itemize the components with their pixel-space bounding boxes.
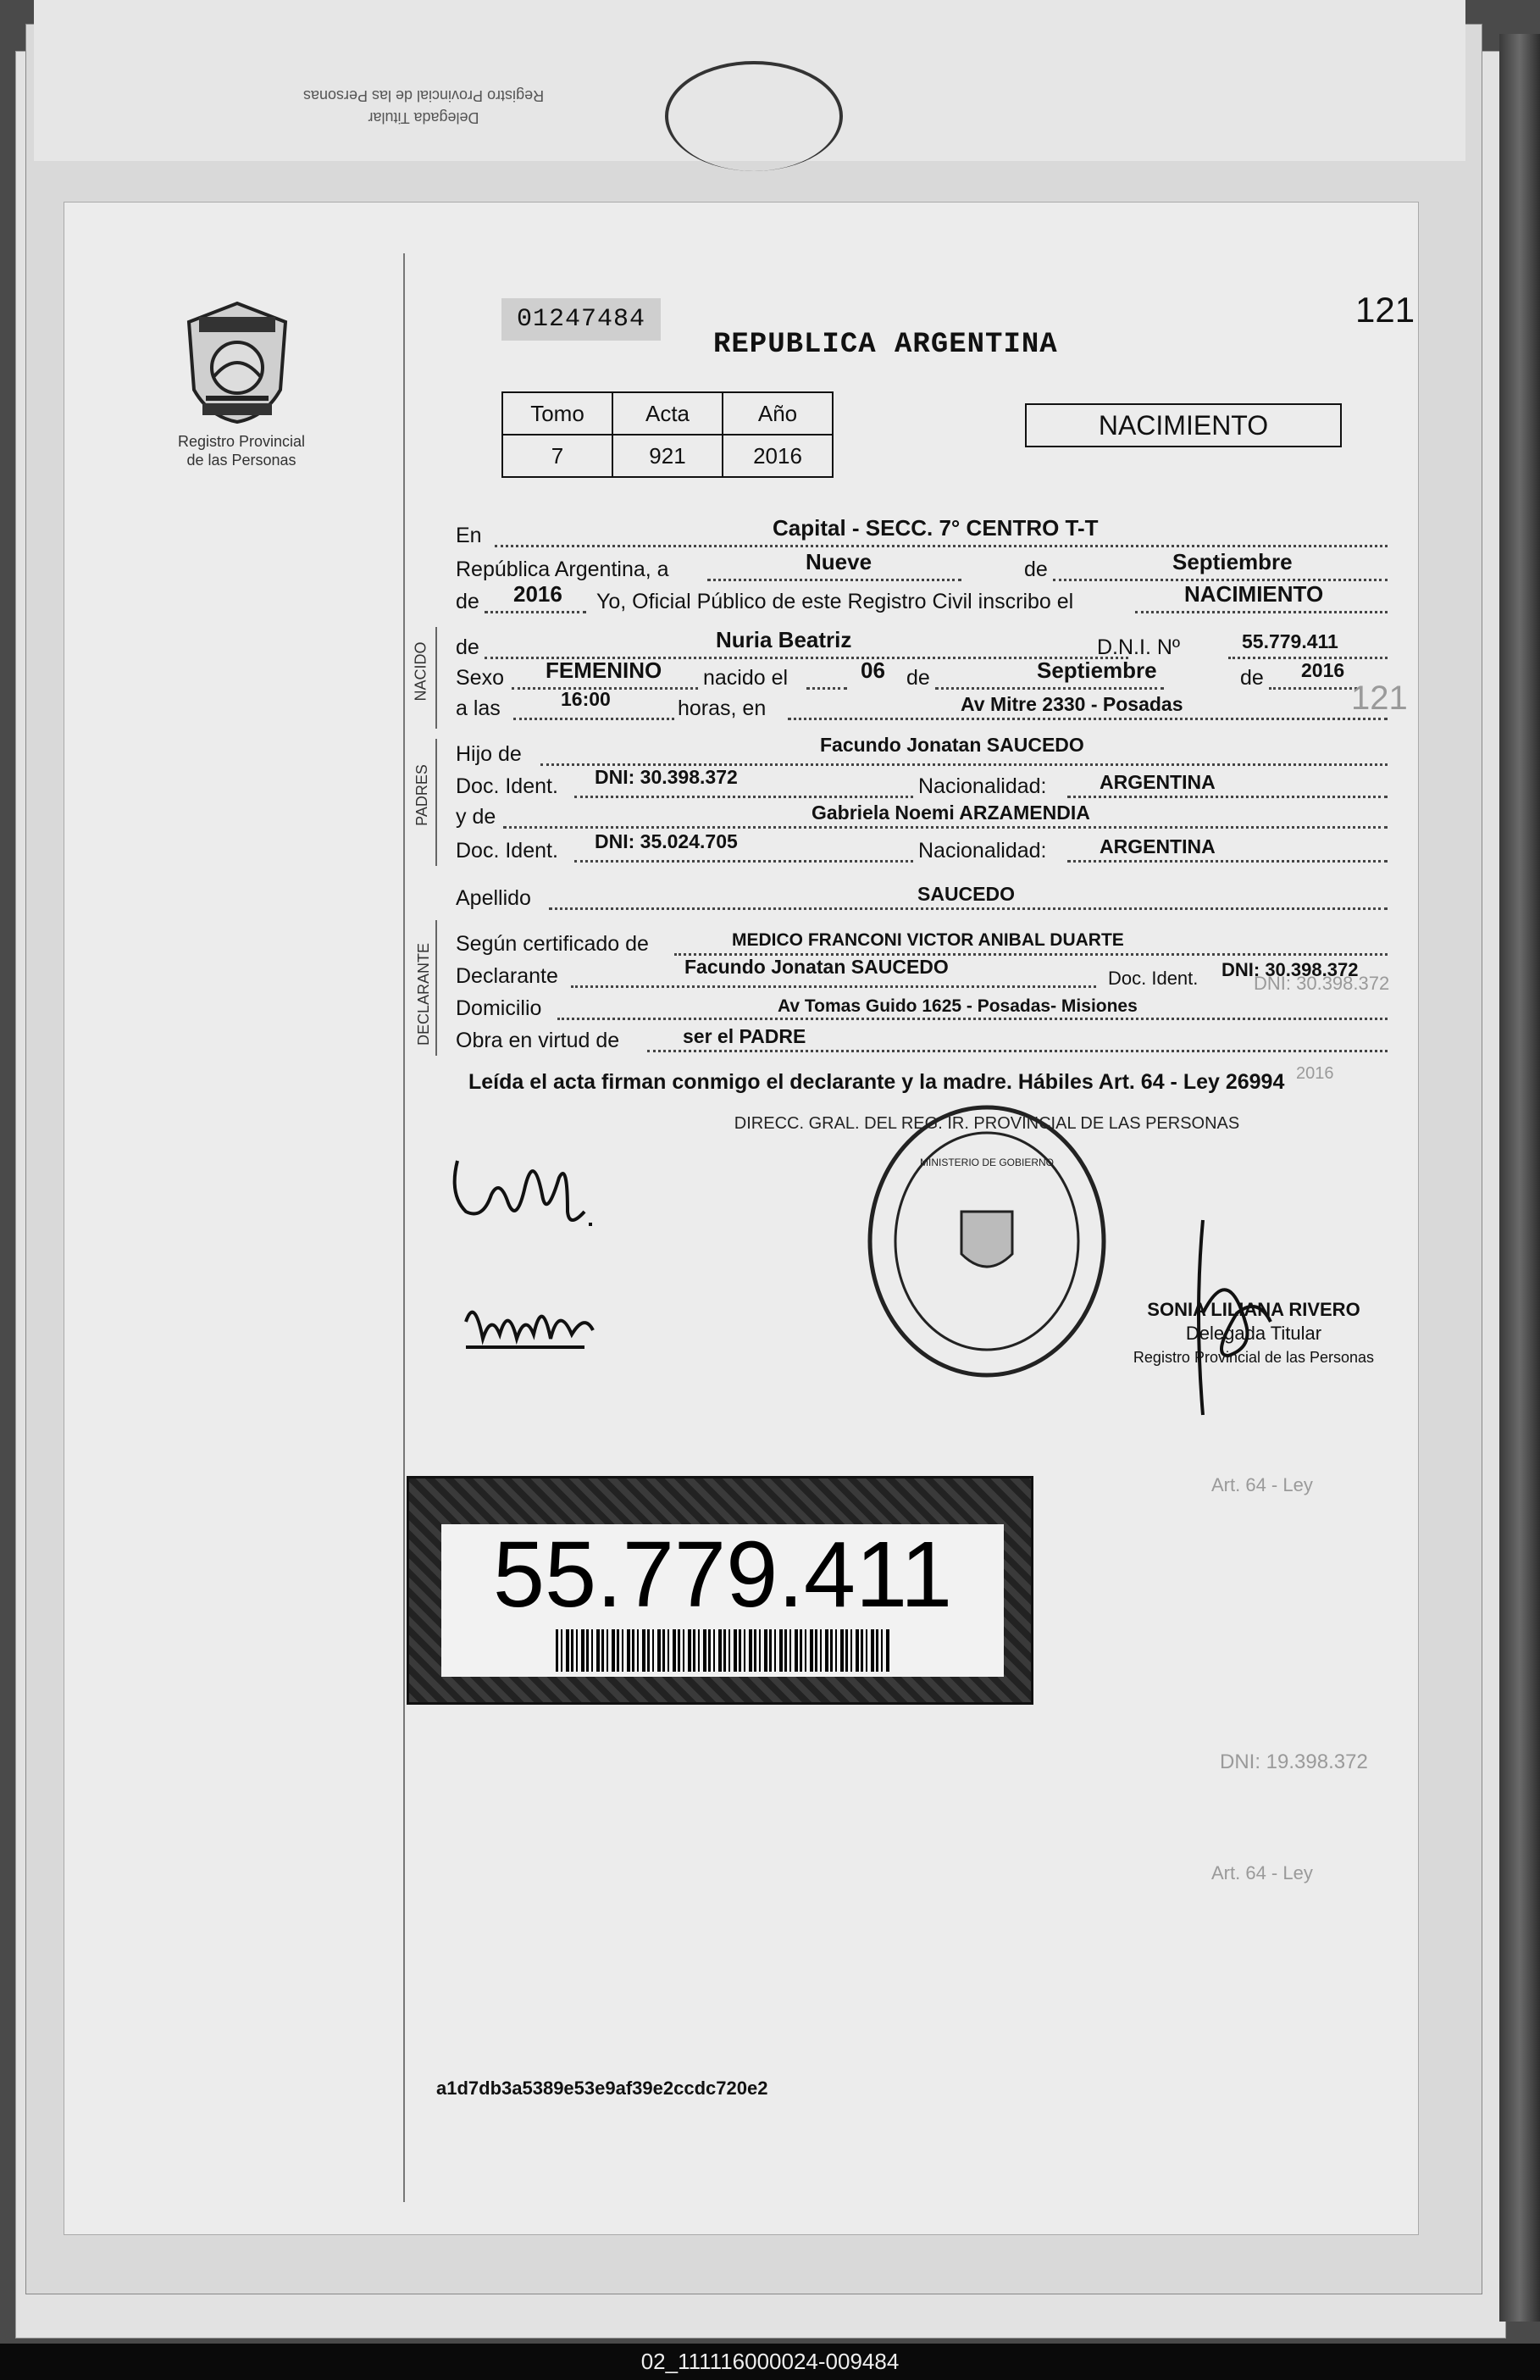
value-padre: Facundo Jonatan SAUCEDO <box>820 734 1084 756</box>
seal-inner-text: MINISTERIO DE GOBIERNO <box>919 1157 1055 1168</box>
side-label-padres: PADRES <box>413 764 430 826</box>
ghost-text-dni-2: DNI: 19.398.372 <box>1220 1750 1368 1773</box>
row-doc-madre <box>456 830 1388 864</box>
value-hora: 16:00 <box>561 688 611 710</box>
value-mes: Septiembre <box>1172 549 1293 574</box>
dotted-line <box>707 579 961 581</box>
label-apellido: Apellido <box>456 886 531 910</box>
label-nacionalidad-padre: Nacionalidad: <box>918 774 1047 798</box>
value-mes-nac: Septiembre <box>1037 657 1157 683</box>
registrar-name: SONIA LILIANA RIVERO <box>1147 1299 1360 1320</box>
ghost-text-year: 2016 <box>1296 1064 1334 1083</box>
label-de-ano-nac: de <box>1240 666 1264 690</box>
dotted-line <box>1067 796 1388 798</box>
row-nombre <box>456 627 1388 661</box>
crest-caption-line-2: de las Personas <box>186 452 296 469</box>
value-apellido: SAUCEDO <box>917 883 1016 905</box>
previous-page-stamp <box>665 61 843 171</box>
side-label-nacido: NACIDO <box>412 641 429 702</box>
register-value-acta: 921 <box>612 435 723 477</box>
page-number: 121 <box>1355 290 1415 330</box>
label-nacido-el: nacido el <box>703 666 789 690</box>
label-de-ano: de <box>456 590 479 613</box>
dni-sticker <box>407 1476 1033 1705</box>
value-lugar: Capital - SECC. 7° CENTRO T-T <box>773 515 1099 541</box>
label-a-las: a las <box>456 696 501 720</box>
label-en: En <box>456 524 482 547</box>
value-nac-padre: ARGENTINA <box>1100 771 1216 793</box>
dotted-line <box>571 985 1096 988</box>
value-madre: Gabriela Noemi ARZAMENDIA <box>812 802 1090 824</box>
value-dni: 55.779.411 <box>1242 630 1338 652</box>
dotted-line <box>495 545 1388 547</box>
value-doc-padre: DNI: 30.398.372 <box>595 766 738 788</box>
row-inscripcion <box>456 581 1388 615</box>
dotted-line <box>485 611 586 613</box>
closing-statement: Leída el acta firman conmigo el declarante y la madre. Hábiles Art. 64 - Ley 26994 <box>468 1070 1285 1094</box>
barcode-icon <box>556 1629 890 1672</box>
row-madre <box>456 800 1388 830</box>
register-value-tomo: 7 <box>502 435 612 477</box>
value-sexo: FEMENINO <box>546 657 662 683</box>
registrar-office: Registro Provincial de las Personas <box>1133 1349 1375 1366</box>
section-line-padres <box>435 739 437 866</box>
label-doc-ident-padre: Doc. Ident. <box>456 774 558 798</box>
label-de: de <box>1024 558 1048 581</box>
previous-page-office: Registro Provincial de las Personas <box>302 87 545 104</box>
official-seal-icon <box>734 1101 1240 1381</box>
dotted-line <box>503 826 1388 829</box>
register-table <box>501 391 834 478</box>
label-yo-oficial: Yo, Oficial Público de este Registro Civil inscribo el <box>596 590 1074 613</box>
label-obra-en-virtud: Obra en virtud de <box>456 1029 620 1052</box>
value-dia-nac: 06 <box>861 657 885 683</box>
value-nombre: Nuria Beatriz <box>716 627 852 652</box>
value-lugar-nac: Av Mitre 2330 - Posadas <box>961 693 1183 715</box>
value-tipo-acta: NACIMIENTO <box>1184 581 1324 607</box>
dotted-line <box>557 1018 1388 1020</box>
dotted-line <box>1067 860 1388 863</box>
dotted-line <box>1269 687 1362 690</box>
dni-sticker-number: 55.779.411 <box>492 1523 953 1627</box>
label-sexo: Sexo <box>456 666 504 690</box>
label-nacionalidad-madre: Nacionalidad: <box>918 839 1047 863</box>
section-line-declarante <box>435 920 437 1056</box>
registrar-block <box>1118 1298 1389 1369</box>
label-y-de: y de <box>456 805 496 829</box>
signature-declarant <box>440 1144 610 1237</box>
row-certificado <box>456 927 1388 957</box>
country-heading: REPUBLICA ARGENTINA <box>713 329 1058 361</box>
row-fecha <box>456 549 1388 583</box>
registrar-title: Delegada Titular <box>1185 1323 1322 1344</box>
dotted-line <box>647 1050 1388 1052</box>
value-obra: ser el PADRE <box>683 1025 806 1047</box>
row-obra <box>456 1024 1388 1054</box>
section-line-nacido <box>435 627 437 729</box>
label-doc-ident-madre: Doc. Ident. <box>456 839 558 863</box>
label-doc-ident-declarante: Doc. Ident. <box>1108 968 1199 989</box>
label-declarante: Declarante <box>456 964 558 988</box>
register-value-ano: 2016 <box>723 435 833 477</box>
value-ano-nac: 2016 <box>1301 659 1345 681</box>
row-padre <box>456 734 1388 768</box>
dotted-line <box>935 687 1164 690</box>
value-dia: Nueve <box>806 549 872 574</box>
document-hash: a1d7db3a5389e53e9af39e2ccdc720e2 <box>436 2078 768 2099</box>
register-header-tomo: Tomo <box>502 392 612 435</box>
crest-caption-line-1: Registro Provincial <box>177 433 306 450</box>
register-header-acta: Acta <box>612 392 723 435</box>
ghost-text-dni-1: DNI: 30.398.372 <box>1254 973 1390 994</box>
dotted-line <box>549 907 1388 910</box>
previous-page-title: Delegada Titular <box>368 109 479 126</box>
dotted-line <box>788 718 1388 720</box>
row-doc-padre <box>456 766 1388 800</box>
dotted-line <box>574 796 913 798</box>
label-segun-certificado: Según certificado de <box>456 932 649 956</box>
document-type-box: NACIMIENTO <box>1025 403 1342 447</box>
ghost-text-num: 121 <box>1351 680 1408 717</box>
value-doc-madre: DNI: 35.024.705 <box>595 830 738 852</box>
label-hijo-de: Hijo de <box>456 742 522 766</box>
misiones-crest-icon <box>180 298 295 425</box>
scan-footer: 02_111116000024-009484 <box>0 2344 1540 2380</box>
dotted-line <box>806 687 847 690</box>
margin-line <box>403 253 405 2202</box>
binder-edge <box>1499 34 1540 2322</box>
row-sexo <box>456 657 1388 691</box>
row-lugar <box>456 515 1388 549</box>
sticker-inner <box>441 1524 1004 1677</box>
dotted-line <box>1135 611 1388 613</box>
serial-number: 01247484 <box>501 298 661 341</box>
value-certificado: MEDICO FRANCONI VICTOR ANIBAL DUARTE <box>732 930 1124 950</box>
value-doc-declarante: DNI: 30.398.372 <box>1221 959 1359 980</box>
row-domicilio <box>456 991 1388 1022</box>
dotted-line <box>574 860 913 863</box>
side-label-declarante: DECLARANTE <box>415 942 433 1046</box>
label-horas-en: horas, en <box>678 696 767 720</box>
value-domicilio: Av Tomas Guido 1625 - Posadas- Misiones <box>778 996 1138 1016</box>
label-republica: República Argentina, a <box>456 558 669 581</box>
previous-page-strip <box>34 0 1465 161</box>
register-header-ano: Año <box>723 392 833 435</box>
label-de-nombre: de <box>456 635 479 659</box>
value-ano: 2016 <box>513 581 562 607</box>
crest-caption <box>157 432 326 469</box>
seal-outer-text: DIRECC. GRAL. DEL REG. IR. PROVINCIAL DE LAS PERSONAS <box>734 1114 1240 1133</box>
dotted-line <box>513 718 674 720</box>
row-declarante <box>456 956 1388 990</box>
label-domicilio: Domicilio <box>456 996 542 1020</box>
previous-page-text <box>280 85 568 129</box>
ghost-text-art-2: Art. 64 - Ley <box>1211 1862 1313 1883</box>
signature-mother <box>457 1288 601 1356</box>
row-apellido <box>456 881 1388 912</box>
label-de-mes: de <box>906 666 930 690</box>
value-nac-madre: ARGENTINA <box>1100 835 1216 857</box>
label-dni: D.N.I. Nº <box>1097 635 1181 659</box>
value-declarante: Facundo Jonatan SAUCEDO <box>684 956 949 978</box>
ghost-text-art-1: Art. 64 - Ley <box>1211 1474 1313 1495</box>
